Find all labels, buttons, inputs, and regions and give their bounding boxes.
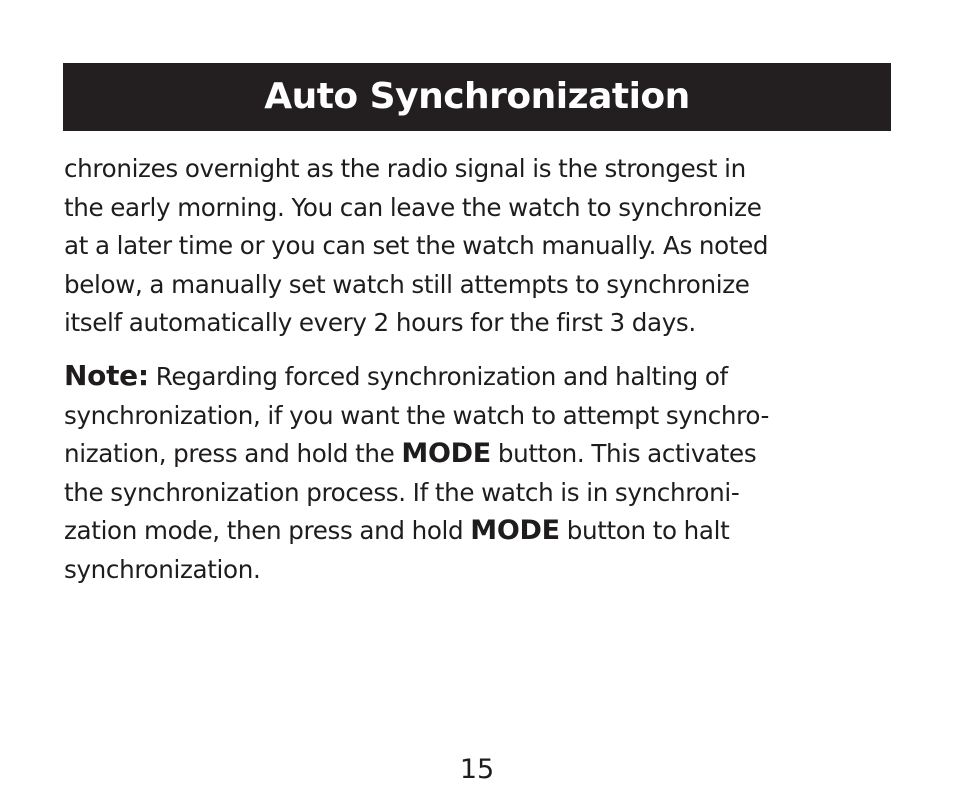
note-text-3: button to halt synchronization. (64, 516, 730, 584)
mode-button-reference-2: MODE (470, 515, 560, 547)
page-title: Auto Synchronization (264, 76, 690, 117)
page-number: 15 (459, 754, 495, 785)
section-header-bar (63, 63, 891, 131)
mode-button-reference-1: MODE (401, 438, 491, 470)
body-text (64, 150, 894, 590)
intro-paragraph: chronizes overnight as the radio signal is the strongest in the early morning. You can leave the watch to synchronize at a later time or you can set the watch manually. As noted below, a manually set watch still attempts to synchronize itself automatically every 2 hours for the first 3 days. (64, 154, 769, 338)
note-text-1: Regarding forced synchronization and halting of synchronization, if you want the watch to attempt synchro- nization, press and hold the (64, 361, 770, 469)
note-paragraph (64, 357, 894, 590)
note-label: Note: (64, 358, 149, 392)
note-text-2: button. This activates the synchronization process. If the watch is in synchroni- zation mode, then press and hold (64, 439, 757, 546)
